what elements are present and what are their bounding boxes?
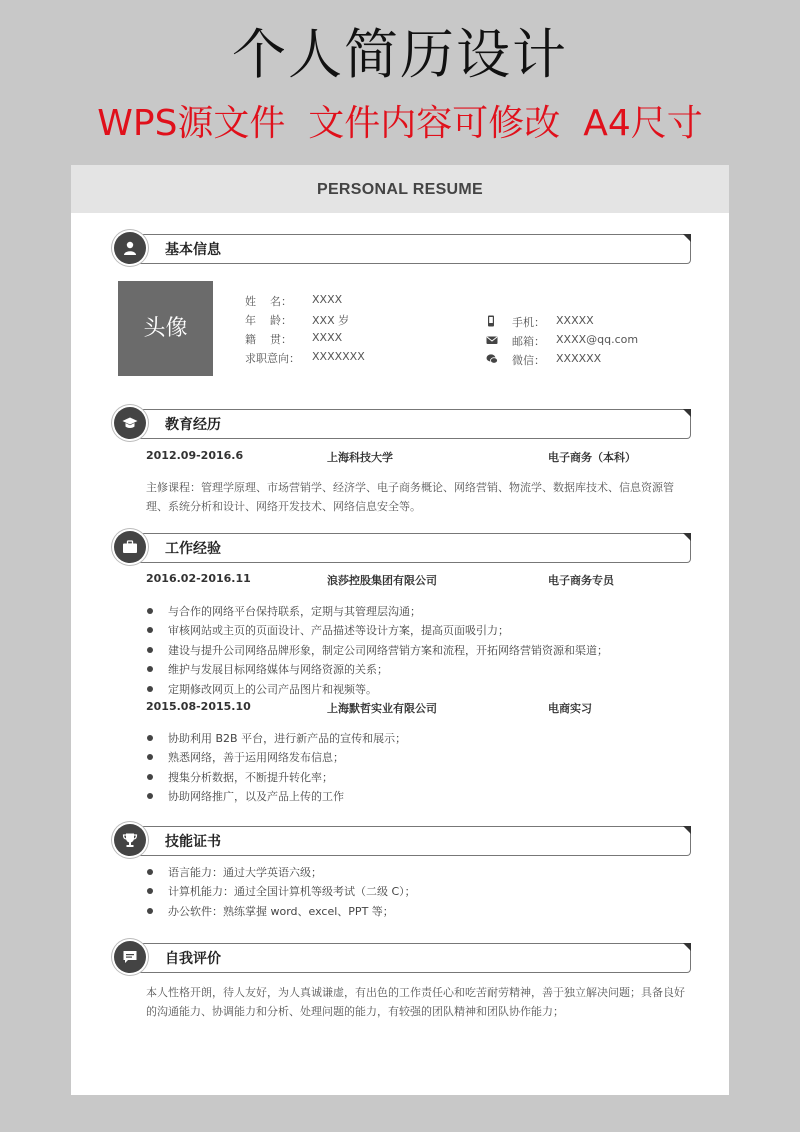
- mail-icon: [486, 334, 498, 349]
- info-label: 邮箱：: [512, 335, 545, 348]
- promo-title: 个人简历设计: [232, 23, 568, 86]
- section-self-evaluation: [114, 941, 692, 975]
- briefcase-icon: [114, 531, 146, 563]
- trophy-icon: [114, 824, 146, 856]
- edu-courses: 主修课程：管理学原理、市场营销学、经济学、电子商务概论、网络营销、物流学、数据库技术、信息资源管理、系统分析和设计、网络开发技术、网络信息安全等。: [146, 481, 674, 513]
- section-skills: [114, 824, 692, 858]
- wechat-icon: [486, 353, 498, 368]
- job-position: 电商实习: [548, 702, 592, 715]
- person-icon: [114, 232, 146, 264]
- section-title: 基本信息: [165, 242, 221, 258]
- edu-period: 2012.09-2016.6: [146, 449, 244, 462]
- list-item: 计算机能力：通过全国计算机等级考试（二级 C）；: [146, 882, 686, 901]
- edu-school: 上海科技大学: [327, 451, 393, 464]
- info-label: 姓 名：: [245, 295, 292, 308]
- promo-subtitle: WPS源文件 文件内容可修改 A4尺寸: [97, 103, 703, 144]
- info-row-email: [486, 333, 686, 349]
- skills-list: [146, 863, 686, 921]
- info-row-age: [245, 312, 425, 328]
- resume-header: PERSONAL RESUME: [71, 165, 729, 213]
- info-value: XXX 岁: [312, 314, 350, 327]
- info-value: XXXX: [312, 293, 343, 306]
- info-value: XXXXX: [556, 314, 594, 327]
- avatar-photo: 头像: [118, 281, 213, 376]
- self-evaluation-text: 本人性格开朗，待人友好，为人真诚谦虚，有出色的工作责任心和吃苦耐劳精神，善于独立解决问题；具备良好的沟通能力、协调能力和分析、处理问题的能力，有较强的团队精神和团队协作能力；: [146, 986, 685, 1018]
- info-label: 微信：: [512, 354, 545, 367]
- list-item: 定期修改网页上的公司产品图片和视频等。: [146, 680, 686, 699]
- info-row-wechat: [486, 352, 686, 368]
- job-period: 2016.02-2016.11: [146, 572, 251, 585]
- section-work: [114, 531, 692, 565]
- basic-info-right: [486, 314, 686, 374]
- job-period: 2015.08-2015.10: [146, 700, 251, 713]
- info-row-hometown: [245, 331, 425, 347]
- list-item: 办公软件：熟练掌握 word、excel、PPT 等；: [146, 902, 686, 921]
- section-title: 技能证书: [165, 834, 221, 850]
- info-row-intention: [245, 350, 425, 366]
- job-duties: [146, 602, 686, 699]
- list-item: 熟悉网络，善于运用网络发布信息；: [146, 748, 686, 767]
- info-label: 手机：: [512, 316, 545, 329]
- resume-page: [71, 165, 729, 1095]
- section-education: [114, 407, 692, 441]
- section-basic-info: [114, 232, 692, 266]
- info-value: XXXXXX: [556, 352, 602, 365]
- section-title: 自我评价: [165, 951, 221, 967]
- chat-bubble-icon: [114, 941, 146, 973]
- info-label: 籍 贯：: [245, 333, 292, 346]
- list-item: 协助利用 B2B 平台，进行新产品的宣传和展示；: [146, 729, 686, 748]
- info-label: 年 龄：: [245, 314, 292, 327]
- list-item: 建设与提升公司网络品牌形象，制定公司网络营销方案和流程，开拓网络营销资源和渠道；: [146, 641, 686, 660]
- info-value: XXXXXXX: [312, 350, 365, 363]
- edu-major: 电子商务（本科）: [548, 451, 636, 464]
- section-title: 工作经验: [165, 541, 221, 557]
- info-value: XXXX@qq.com: [556, 333, 639, 346]
- graduation-cap-icon: [114, 407, 146, 439]
- info-row-name: [245, 293, 425, 309]
- job-company: 浪莎控股集团有限公司: [327, 574, 437, 587]
- info-value: XXXX: [312, 331, 343, 344]
- phone-icon: [486, 315, 496, 330]
- list-item: 语言能力：通过大学英语六级；: [146, 863, 686, 882]
- list-item: 协助网络推广，以及产品上传的工作: [146, 787, 686, 806]
- job-position: 电子商务专员: [548, 574, 614, 587]
- info-row-phone: [486, 314, 686, 330]
- info-label: 求职意向：: [245, 352, 300, 365]
- basic-info-left: [245, 293, 425, 373]
- list-item: 维护与发展目标网络媒体与网络资源的关系；: [146, 660, 686, 679]
- job-duties: [146, 729, 686, 807]
- section-title: 教育经历: [165, 417, 221, 433]
- list-item: 与合作的网络平台保持联系，定期与其管理层沟通；: [146, 602, 686, 621]
- list-item: 搜集分析数据，不断提升转化率；: [146, 768, 686, 787]
- list-item: 审核网站或主页的页面设计、产品描述等设计方案，提高页面吸引力；: [146, 621, 686, 640]
- job-company: 上海默哲实业有限公司: [327, 702, 437, 715]
